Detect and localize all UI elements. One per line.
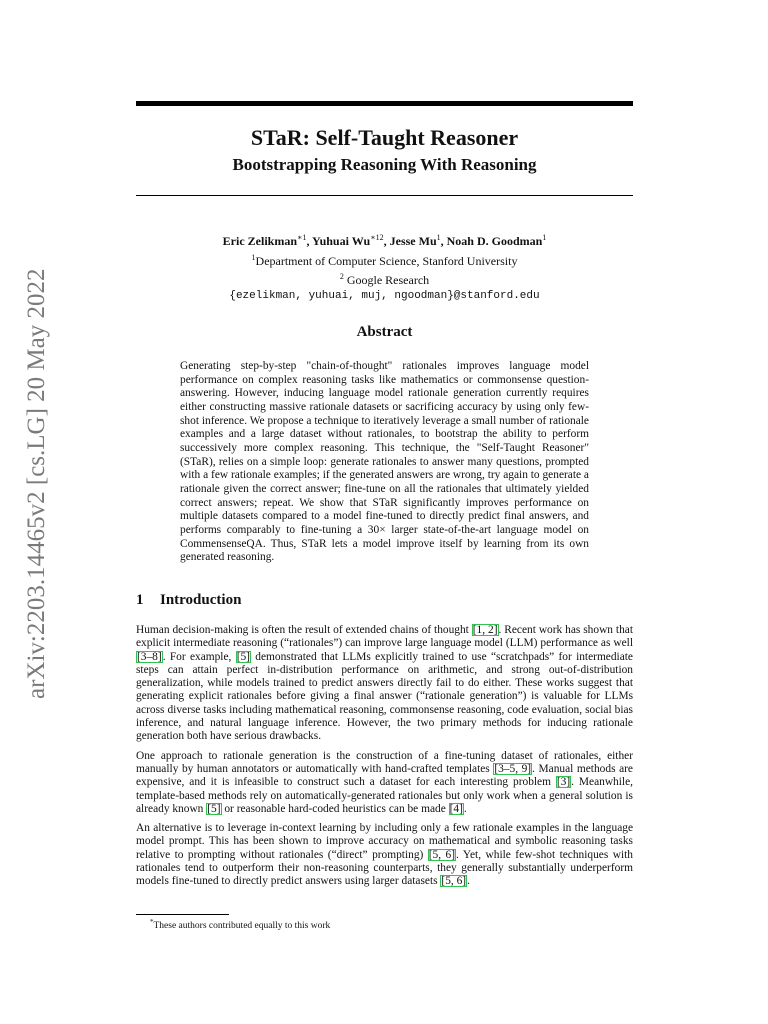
- paper-subtitle: Bootstrapping Reasoning With Reasoning: [232, 155, 537, 174]
- affiliation-text: Google Research: [343, 273, 430, 287]
- abstract-text: Generating step-by-step "chain-of-thought" rationales improves language model performance on complex reasoning tasks like mathematics or commonsense question-answering. However, inducing language model rationale generation currently requires either constructing massive rationale datasets or sacrificing accuracy by using only few-shot inference. We propose a technique to iteratively leverage a small number of rationale examples and a large dataset without rationales, to bootstrap the ability to perform successively more complex reasoning. This technique, the "Self-Taught Reasoner" (STaR), relies on a simple loop: generate rationales to answer many questions, prompted with a few rationale examples; if the generated answers are wrong, try again to generate a rationale given the correct answer; fine-tune on all the rationales that ultimately yielded correct answers; repeat. We show that STaR significantly improves performance on multiple datasets compared to a model fine-tuned to directly predict final answers, and performs comparably to fine-tuning a 30× larger state-of-the-art language model on CommensenseQA. Thus, STaR lets a model improve itself by learning from its own generated reasoning.: [180, 360, 589, 564]
- citation-link[interactable]: [1, 2]: [472, 624, 498, 636]
- author-mark: 1: [542, 233, 547, 242]
- citation-link[interactable]: [3–8]: [137, 650, 162, 663]
- title-bottom-rule: [136, 195, 633, 196]
- footnote-rule: [136, 914, 229, 915]
- author-name: Yuhuai Wu: [312, 234, 371, 248]
- citation-link[interactable]: [4]: [449, 802, 463, 815]
- introduction-body: [136, 624, 633, 895]
- title-top-rule: [136, 101, 633, 106]
- citation-link[interactable]: [5, 6]: [441, 875, 467, 888]
- paragraph-text: .: [463, 802, 467, 815]
- author-mark: ∗12: [370, 233, 384, 242]
- paragraph-text: Human decision-making is often the result of extended chains of thought: [136, 624, 472, 636]
- section-title: Introduction: [160, 592, 242, 608]
- section-heading: [136, 592, 241, 609]
- paragraph-text: . Manual methods are expensive, and it is infeasible to construct such a dataset for each interesting problem: [136, 762, 633, 789]
- body-paragraph: [136, 750, 633, 816]
- footnote-mark: *: [150, 918, 154, 926]
- author-list: Eric Zelikman$^{∗1}$, Yuhuai $Wu^{∗12}$, Jesse Mu$^1$, Noah D. Goodman$^1$: [222, 233, 547, 248]
- paragraph-text: An alternative is to leverage in-context learning by including only a few rationale examples in the language model prompt. This has been shown to improve accuracy on mathematical and symbolic reasoning tasks relative to prompting without rationales (“direct” prompting): [136, 822, 633, 861]
- paragraph-text: . For example,: [162, 650, 236, 663]
- affiliation-mark: 1: [251, 252, 256, 262]
- citation-link[interactable]: [5]: [236, 650, 250, 663]
- affiliation: [136, 269, 633, 289]
- citation-link[interactable]: [3]: [556, 776, 571, 789]
- paragraph-text: demonstrated that LLMs explicitly trained to use “scratchpads” for intermediate steps can attain perfect in-distribution performance on arithmetic, and strong out-of-distribution generalization, while models trained to predict answers directly fail to do either. These works suggest that generating explicit rationales before giving a final answer (“rationale generation”) is valuable for LLMs across diverse tasks including mathematical reasoning, commonsense reasoning, code evaluation, social bias inference, and natural language inference. However, the two primary methods for inducing rationale generation both have serious drawbacks.: [136, 650, 633, 743]
- author-name: Noah D. Goodman: [446, 234, 543, 248]
- footnote: [150, 918, 330, 931]
- author-name: Jesse Mu: [389, 234, 437, 248]
- footnote-text: These authors contributed equally to this work: [153, 921, 331, 932]
- author-block: [136, 230, 633, 304]
- paragraph-text: . Meanwhile, template-based methods rely on automatically-generated rationales but only work when a general solution is already known: [136, 776, 633, 815]
- arxiv-identifier: arXiv:2203.14465v2 [cs.LG] 20 May 2022: [23, 268, 50, 700]
- section-number: 1: [136, 592, 144, 608]
- paragraph-text: . Recent work has shown that explicit intermediate reasoning (“rationales”) can improve large language model (LLM) performance as well: [136, 624, 633, 650]
- citation-link[interactable]: [5]: [207, 802, 221, 815]
- author-name: Eric Zelikman: [222, 234, 298, 248]
- citation-link[interactable]: [3–5, 9]: [494, 762, 532, 775]
- paragraph-text: .: [467, 875, 470, 888]
- paragraph-text: . Yet, while few-shot techniques with rationales tend to outperform their non-reasoning counterparts, they generally substantially underperform models fine-tuned to directly predict answers using larger datasets: [136, 848, 633, 888]
- paragraph-text: or reasonable hard-coded heuristics can be made: [221, 802, 449, 815]
- affiliation: [136, 250, 633, 270]
- citation-link[interactable]: [5, 6]: [428, 848, 456, 861]
- author-mark: 1: [436, 233, 441, 242]
- affiliation-mark: 2: [339, 272, 344, 281]
- affiliation-text: Department of Computer Science, Stanford University: [255, 253, 518, 268]
- author-email[interactable]: {ezelikman, yuhuai, muj, ngoodman}@stanford.edu: [229, 289, 540, 302]
- paragraph-text: One approach to rationale generation is the construction of a fine-tuning dataset of rationales, either manually by human annotators or automatically with hand-crafted templates: [136, 749, 633, 775]
- author-mark: ∗1: [297, 233, 307, 242]
- body-paragraph: [136, 822, 633, 888]
- body-paragraph: [136, 624, 633, 744]
- abstract-heading: Abstract: [356, 324, 413, 340]
- paper-title: STaR: Self-Taught Reasoner: [250, 125, 519, 150]
